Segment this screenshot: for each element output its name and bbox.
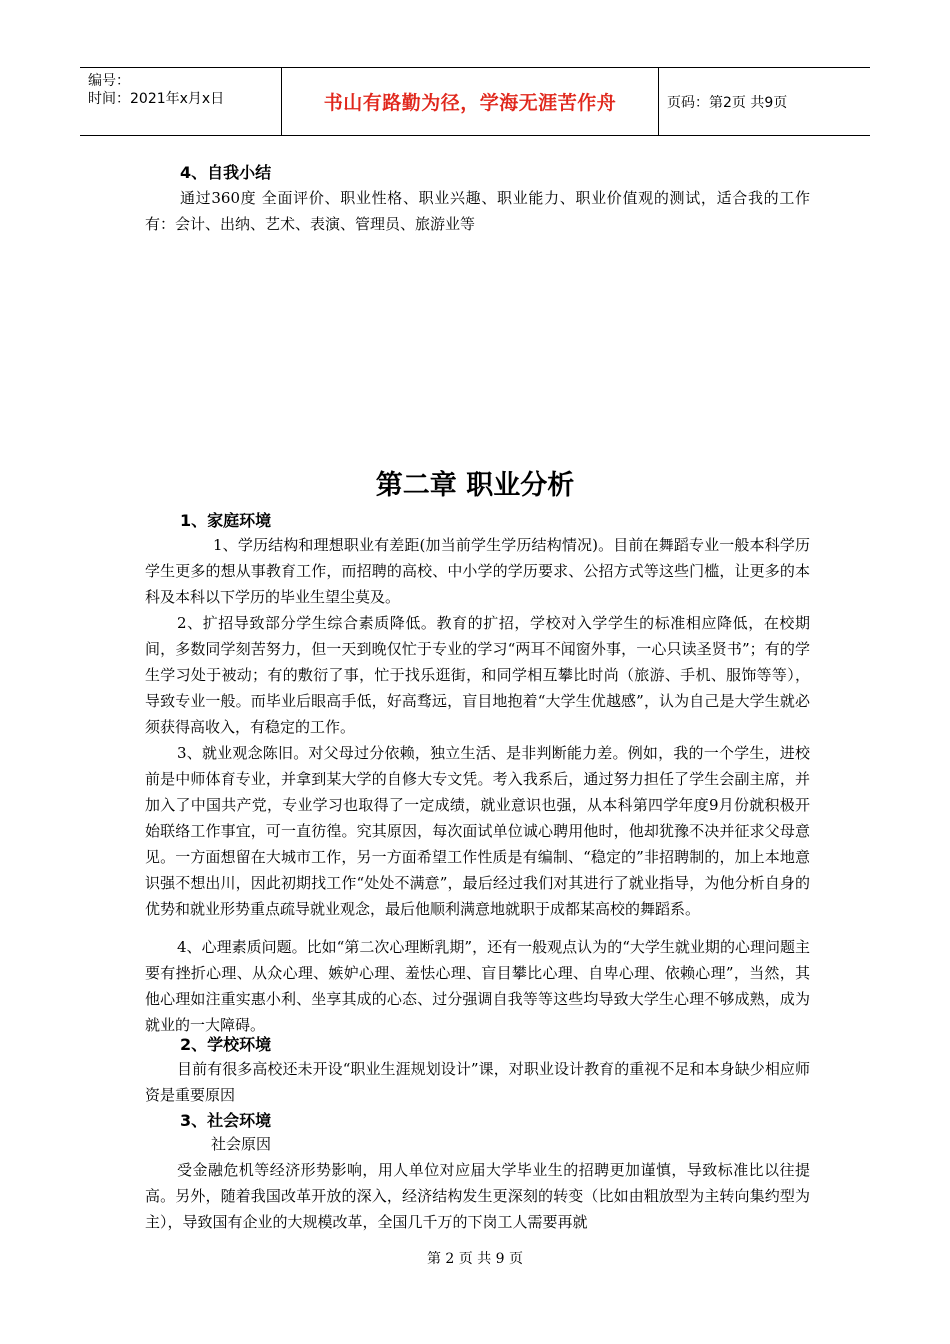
family-paragraph-4: 4、心理素质问题。比如“第二次心理断乳期”，还有一般观点认为的“大学生就业期的心理问题主要有挫折心理、从众心理、嫉妒心理、羞怯心理、盲目攀比心理、自卑心理、依赖心理”，当然，其他心理如注重实惠小利、坐享其成的心态、过分强调自我等等这些均导致大学生心理不够成熟，成为就业的一大障碍。: [145, 938, 810, 1034]
section-heading-summary: 4、自我小结: [180, 163, 272, 182]
page-footer: 第 2 页 共 9 页: [426, 1251, 524, 1267]
family-paragraph-1: 1、学历结构和理想职业有差距(加当前学生学历结构情况)。目前在舞蹈专业一般本科学历学生更多的想从事教育工作，而招聘的高校、中小学的学历要求、公招方式等这些门槛，让更多的本科及本科以下学历的毕业生望尘莫及。: [145, 536, 810, 606]
header-meta: [80, 68, 282, 135]
school-paragraph: 目前有很多高校还未开设“职业生涯规划设计”课，对职业设计教育的重视不足和本身缺少相应师资是重要原因: [145, 1060, 810, 1104]
section-heading-school: 2、学校环境: [180, 1035, 272, 1054]
document-number: 编号：: [88, 73, 130, 89]
page-header: [80, 67, 870, 136]
section-heading-society: 3、社会环境: [180, 1111, 272, 1130]
society-subheading: 社会原因: [211, 1135, 272, 1153]
chapter-title: 第二章 职业分析: [375, 470, 575, 501]
document-date: 时间：2021年x月x日: [88, 91, 225, 107]
header-motto: 书山有路勤为径，学海无涯苦作舟: [323, 92, 617, 114]
family-paragraph-2: 2、扩招导致部分学生综合素质降低。教育的扩招，学校对入学学生的标准相应降低，在校期间，多数同学刻苦努力，但一天到晚仅忙于专业的学习“两耳不闻窗外事，一心只读圣贤书”；有的学生学习处于被动；有的敷衍了事，忙于找乐逛街，和同学相互攀比时尚（旅游、手机、服饰等等），导致专业一般。而毕业后眼高手低，好高骛远，盲目地抱着“大学生优越感”，认为自己是大学生就必须获得高收入，有稳定的工作。: [145, 614, 810, 736]
section-heading-family: 1、家庭环境: [180, 511, 272, 530]
family-paragraph-3: 3、就业观念陈旧。对父母过分依赖，独立生活、是非判断能力差。例如，我的一个学生，进校前是中师体育专业，并拿到某大学的自修大专文凭。考入我系后，通过努力担任了学生会副主席，并加入了中国共产党，专业学习也取得了一定成绩，就业意识也强，从本科第四学年度9月份就积极开始联络工作事宜，可一直彷徨。究其原因，每次面试单位诚心聘用他时，他却犹豫不决并征求父母意见。一方面想留在大城市工作，另一方面希望工作性质是有编制、“稳定的”非招聘制的，加上本地意识强不想出川，因此初期找工作“处处不满意”，最后经过我们对其进行了就业指导，为他分析自身的优势和就业形势重点疏导就业观念，最后他顺利满意地就职于成都某高校的舞蹈系。: [145, 744, 810, 918]
summary-paragraph: 通过360度 全面评价、职业性格、职业兴趣、职业能力、职业价值观的测试，适合我的工作有：会计、出纳、艺术、表演、管理员、旅游业等: [145, 189, 810, 233]
header-motto-cell: [282, 68, 659, 135]
society-paragraph: 受金融危机等经济形势影响，用人单位对应届大学毕业生的招聘更加谨慎，导致标准比以往提高。另外，随着我国改革开放的深入，经济结构发生更深刻的转变（比如由粗放型为主转向集约型为主），导致国有企业的大规模改革，全国几千万的下岗工人需要再就: [145, 1161, 810, 1231]
header-page-number: 页码：第2页 共9页: [667, 94, 788, 111]
